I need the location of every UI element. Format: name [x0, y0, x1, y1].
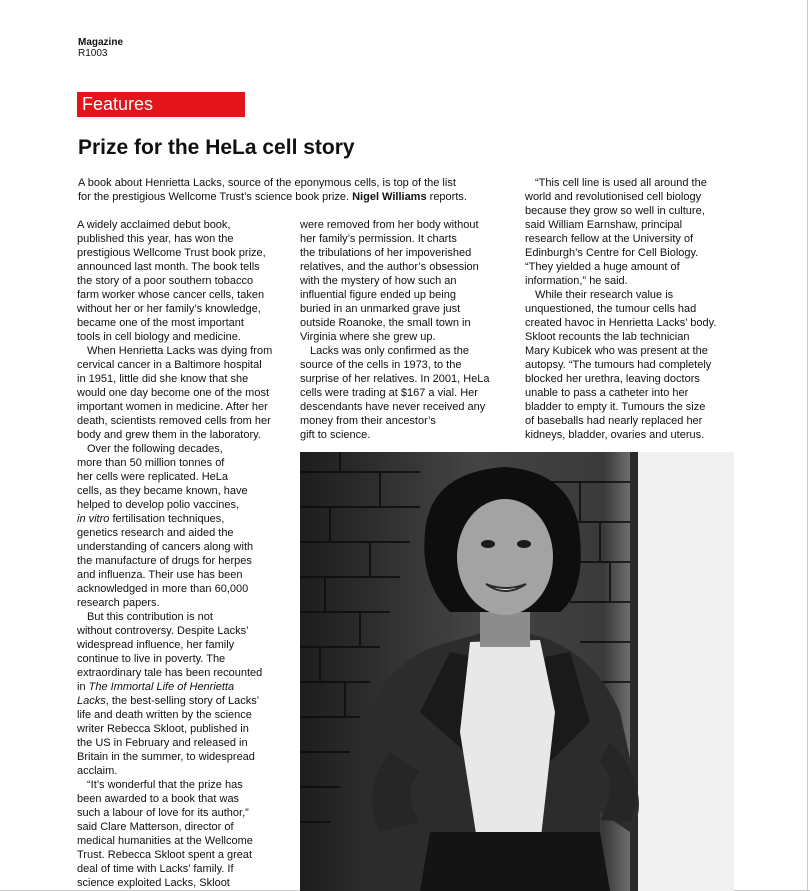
body-line: autopsy. “The tumours had completely: [525, 359, 712, 371]
body-line: such a labour of love for its author,”: [77, 807, 249, 819]
body-line: Over the following decades,: [87, 443, 223, 455]
section-banner: Features: [77, 92, 245, 117]
left-eye: [481, 540, 495, 548]
body-line: relatives, and the author’s obsession: [300, 261, 479, 273]
skirt: [420, 832, 610, 891]
body-line: of baseballs had nearly replaced her: [525, 415, 703, 427]
body-line: death, scientists removed cells from her: [77, 415, 271, 427]
body-line: announced last month. The book tells: [77, 261, 260, 273]
body-line: blocked her urethra, leaving doctors: [525, 373, 700, 385]
body-line: body and grew them in the laboratory.: [77, 429, 261, 441]
body-line: Trust. Rebecca Skloot spent a great: [77, 849, 253, 861]
body-line: cells were trading at $167 a vial. Her: [300, 387, 478, 399]
body-line: science exploited Lacks, Skloot: [77, 877, 230, 889]
body-line: the tribulations of her impoverished: [300, 247, 472, 259]
body-line: Edinburgh’s Centre for Cell Biology.: [525, 247, 699, 259]
standfirst: [78, 176, 514, 204]
body-column-3: [525, 176, 739, 442]
body-line: research fellow at the University of: [525, 233, 694, 245]
body-line: because they grow so well in culture,: [525, 205, 705, 217]
body-line: deal of time with Lacks’ family. If: [77, 863, 234, 875]
body-line: [77, 694, 289, 708]
body-line: said William Earnshaw, principal: [525, 219, 683, 231]
body-line: money from their ancestor’s: [300, 415, 436, 427]
portrait-photo: [300, 452, 734, 891]
body-line: more than 50 million tonnes of: [77, 457, 225, 469]
body-line: Mary Kubicek who was present at the: [525, 345, 708, 357]
body-line: outside Roanoke, the small town in: [300, 317, 471, 329]
body-line: and influenza. Their use has been: [77, 569, 243, 581]
body-line: A widely acclaimed debut book,: [77, 219, 231, 231]
body-line: her family’s permission. It charts: [300, 233, 457, 245]
body-line: medical humanities at the Wellcome: [77, 835, 253, 847]
author-name: Nigel Williams: [352, 191, 427, 203]
body-line: without controversy. Despite Lacks’: [77, 625, 249, 637]
body-line: descendants have never received any: [300, 401, 486, 413]
body-line: continue to live in poverty. The: [77, 653, 226, 665]
standfirst-line: A book about Henrietta Lacks, source of the eponymous cells, is top of the list: [78, 177, 456, 189]
body-line: unable to pass a catheter into her: [525, 387, 689, 399]
body-line: cervical cancer in a Baltimore hospital: [77, 359, 262, 371]
body-line: unquestioned, the tumour cells had: [525, 303, 697, 315]
window-light: [630, 452, 734, 891]
right-eye: [517, 540, 531, 548]
body-line: writer Rebecca Skloot, published in: [77, 723, 249, 735]
body-line: would one day become one of the most: [77, 387, 270, 399]
body-line: [77, 512, 289, 526]
body-line: without her or her family’s knowledge,: [77, 303, 261, 315]
body-line: widespread influence, her family: [77, 639, 235, 651]
body-line: “It’s wonderful that the prize has: [87, 779, 243, 791]
body-line: life and death written by the science: [77, 709, 252, 721]
body-line: with the mystery of how such an: [300, 275, 457, 287]
body-line: the story of a poor southern tobacco: [77, 275, 254, 287]
body-line: buried in an unmarked grave just: [300, 303, 461, 315]
body-line: the US in February and released in: [77, 737, 248, 749]
body-line: research papers.: [77, 597, 160, 609]
body-text: fertilisation techniques,: [109, 513, 225, 525]
page-border-right: [807, 0, 808, 891]
body-line: cells, as they became known, have: [77, 485, 248, 497]
body-line: While their research value is: [535, 289, 674, 301]
body-line: source of the cells in 1973, to the: [300, 359, 462, 371]
body-line: understanding of cancers along with: [77, 541, 254, 553]
body-line: When Henrietta Lacks was dying from: [87, 345, 273, 357]
magazine-label: Magazine: [78, 37, 124, 48]
body-line: prestigious Wellcome Trust book prize,: [77, 247, 266, 259]
body-column-1: [77, 218, 289, 890]
body-line: bladder to empty it. Tumours the size: [525, 401, 706, 413]
body-text: , the best-selling story of Lacks’: [105, 695, 260, 707]
face: [457, 499, 553, 615]
body-line: But this contribution is not: [87, 611, 213, 623]
body-line: acclaim.: [77, 765, 118, 777]
body-line: her cells were replicated. HeLa: [77, 471, 229, 483]
body-line: surprise of her relatives. In 2001, HeLa: [300, 373, 490, 385]
body-line: in 1951, little did she know that she: [77, 373, 249, 385]
body-line: were removed from her body without: [300, 219, 479, 231]
body-line: [77, 680, 289, 694]
body-line: acknowledged in more than 60,000: [77, 583, 249, 595]
standfirst-tail: reports.: [426, 191, 467, 203]
body-line: became one of the most important: [77, 317, 244, 329]
book-title: Lacks: [77, 695, 106, 707]
body-line: influential figure ended up being: [300, 289, 456, 301]
body-line: Lacks was only confirmed as the: [310, 345, 469, 357]
portrait-illustration: [300, 452, 734, 891]
body-line: published this year, has won the: [77, 233, 234, 245]
body-line: important women in medicine. After her: [77, 401, 268, 413]
body-line: farm worker whose cancer cells, taken: [77, 289, 265, 301]
body-line: Virginia where she grew up.: [300, 331, 436, 343]
body-line: extraordinary tale has been recounted: [77, 667, 263, 679]
book-title: The Immortal Life of Henrietta: [88, 681, 235, 693]
body-line: genetics research and aided the: [77, 527, 234, 539]
body-column-2: [300, 218, 512, 442]
body-line: Skloot recounts the lab technician: [525, 331, 690, 343]
body-line: kidneys, bladder, ovaries and uterus.: [525, 429, 705, 441]
magazine-code: R1003: [78, 48, 108, 59]
body-line: created havoc in Henrietta Lacks’ body.: [525, 317, 717, 329]
body-line: “This cell line is used all around the: [535, 177, 707, 189]
body-line: helped to develop polio vaccines,: [77, 499, 240, 511]
body-line: Britain in the summer, to widespread: [77, 751, 255, 763]
standfirst-line: [78, 190, 514, 204]
body-line: been awarded to a book that was: [77, 793, 240, 805]
body-text: in: [77, 681, 89, 693]
standfirst-text: for the prestigious Wellcome Trust’s science book prize.: [78, 191, 353, 203]
body-line: said Clare Matterson, director of: [77, 821, 234, 833]
body-line: information,” he said.: [525, 275, 628, 287]
body-line: “They yielded a huge amount of: [525, 261, 680, 273]
body-line: the manufacture of drugs for herpes: [77, 555, 252, 567]
body-line: tools in cell biology and medicine.: [77, 331, 241, 343]
body-line: gift to science.: [300, 429, 371, 441]
italic-term: in vitro: [77, 513, 110, 525]
body-line: world and revolutionised cell biology: [525, 191, 702, 203]
article-title: Prize for the HeLa cell story: [78, 136, 355, 159]
